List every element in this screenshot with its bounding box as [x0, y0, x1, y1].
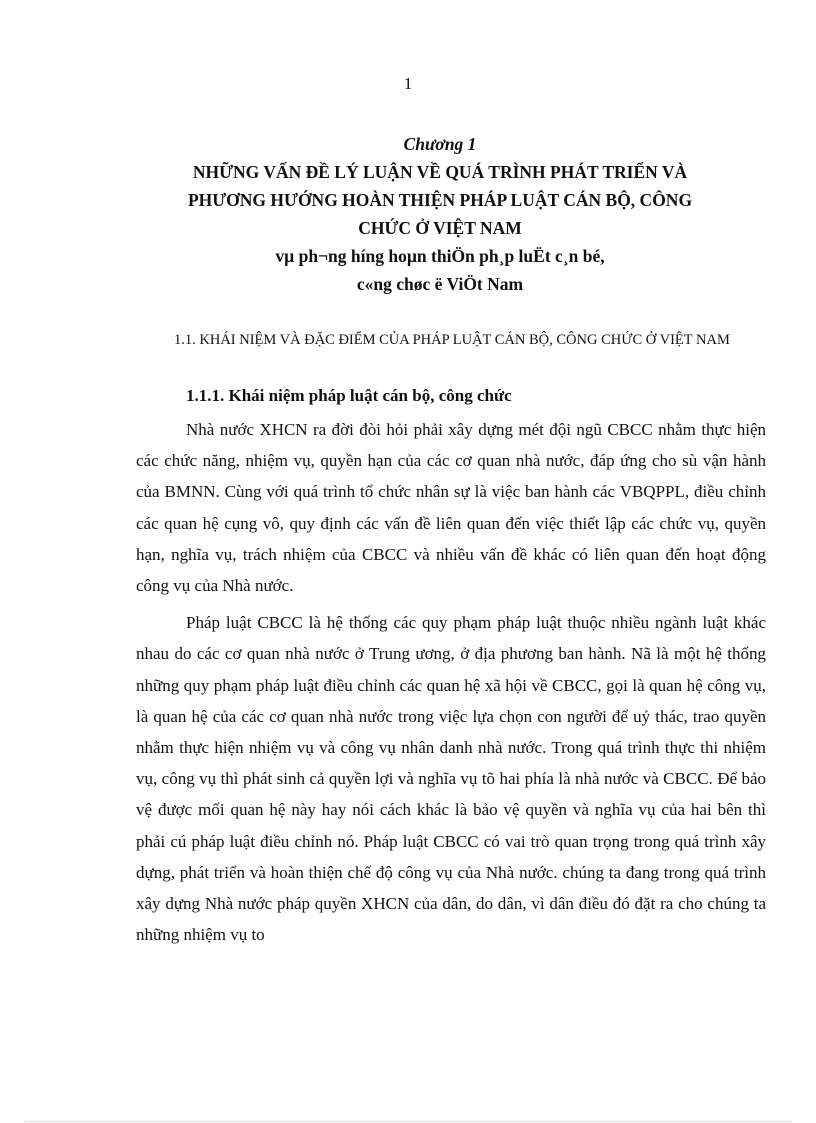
section-title: 1.1. KHÁI NIỆM VÀ ĐẶC ĐIỂM CỦA PHÁP LUẬT CÁN BỘ, CÔNG CHỨC Ở VIỆT NAM: [174, 332, 730, 348]
chapter-title-line: NHỮNG VẤN ĐỀ LÝ LUẬN VỀ QUÁ TRÌNH PHÁT TRIỂN VÀ: [192, 162, 688, 182]
chapter-title-line: CHỨC Ở VIỆT NAM: [358, 218, 522, 238]
chapter-header: [110, 130, 770, 298]
chapter-title-line: PHƯƠNG HƯỚNG HOÀN THIỆN PHÁP LUẬT CÁN BỘ, CÔNG: [187, 190, 693, 210]
page-bottom-rule: [24, 1121, 792, 1122]
chapter-label: Chương 1: [403, 134, 477, 154]
body-paragraph: Nhà nước XHCN ra đời đòi hỏi phải xây dựng mét đội ngũ CBCC nhằm thực hiện các chức năng, nhiệm vụ, quyền hạn của các cơ quan nhà nước, đáp ứng cho sù vận hành của BMNN. Cùng với quá trình tổ chức nhân sự là việc ban hành các VBQPPL, điều chỉnh các quan hệ cụng vô, quy định các vấn đề liên quan đến việc thiết lập các chức vụ, quyền hạn, nghĩa vụ, trách nhiệm của CBCC và nhiều vấn đề khác có liên quan đến hoạt động công vụ của Nhà nước.: [136, 420, 766, 596]
body-text: [136, 414, 766, 950]
body-paragraph: Pháp luật CBCC là hệ thống các quy phạm pháp luật thuộc nhiều ngành luật khác nhau do các cơ quan nhà nước ở Trung ương, ở địa phương ban hành. Nã là một hệ thống những quy phạm pháp luật điều chỉnh các quan hệ xã hội về CBCC, gọi là quan hệ công vụ, là quan hệ của các cơ quan nhà nước trong việc lựa chọn con người để uỷ thác, trao quyền nhằm thực hiện nhiệm vụ và công vụ nhân danh nhà nước. Trong quá trình thực thi nhiệm vụ, công vụ thì phát sinh cả quyền lợi và nghĩa vụ tõ hai phía là nhà nước và CBCC. Để bảo vệ được mối quan hệ này hay nói cách khác là bảo vệ quyền và nghĩa vụ của hai bên thì phải cú pháp luật điều chỉnh nó. Pháp luật CBCC có vai trò quan trọng trong quá trình xây dựng, phát triển và hoàn thiện chế độ công vụ của Nhà nước. chúng ta đang trong quá trình xây dựng Nhà nước pháp quyền XHCN của dân, do dân, vì dân điều đó đặt ra cho chúng ta những nhiệm vụ to: [136, 613, 766, 945]
page-number: 1: [403, 74, 413, 93]
subsection-title: 1.1.1. Khái niệm pháp luật cán bộ, công chức: [186, 386, 512, 405]
garbled-title-line: c«ng chøc ë ViÖt Nam: [356, 274, 524, 294]
garbled-title-line: vµ ph¬ng híng hoµn thiÖn ph¸p luËt c¸n bé,: [275, 246, 605, 266]
